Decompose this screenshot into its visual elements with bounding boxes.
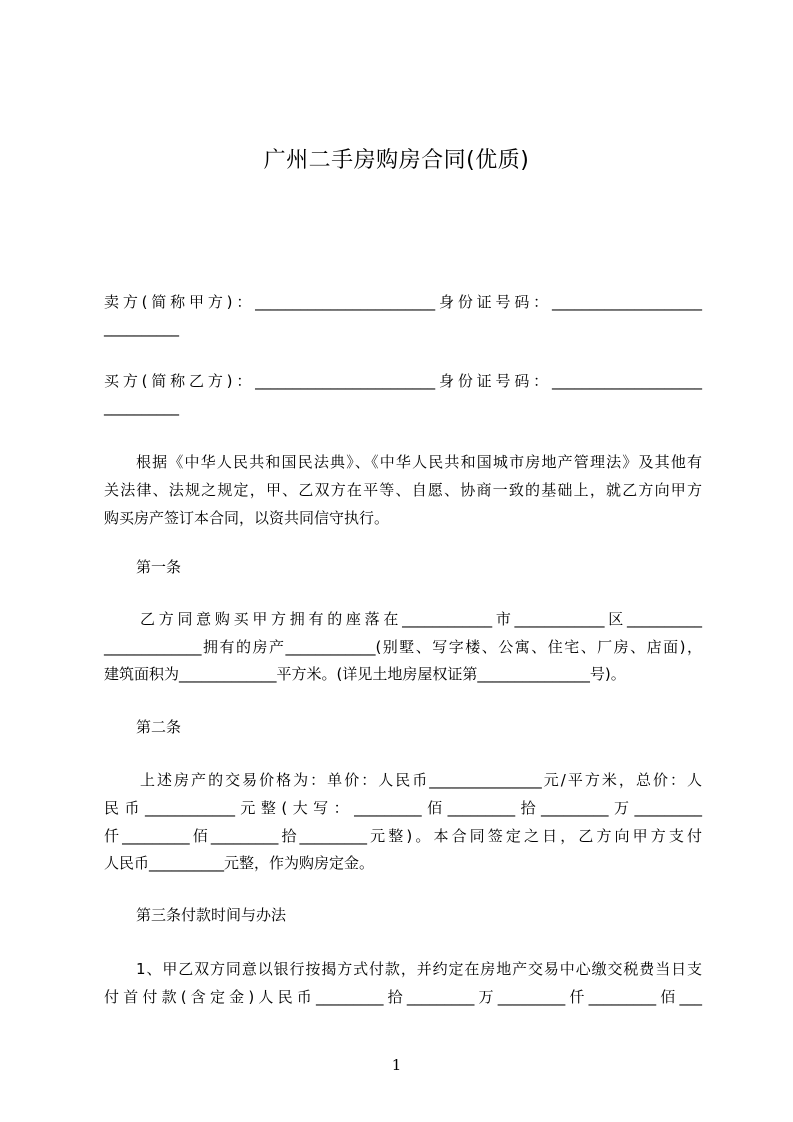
article-1-line-1: 乙方同意购买甲方拥有的座落在____________市____________区__________ <box>140 610 702 628</box>
article-3-line-1: 1、甲乙双方同意以银行按揭方式付款，并约定在房地产交易中心缴交税费当日支 <box>136 960 702 978</box>
article-2-heading: 第二条 <box>136 718 182 736</box>
seller-line-continued: __________ <box>104 319 179 337</box>
page-title: 广州二手房购房合同(优质) <box>263 148 530 173</box>
article-3-heading: 第三条付款时间与办法 <box>136 906 287 924</box>
buyer-line: 买方(简称乙方)：________________________身份证号码：____________________ <box>104 372 702 390</box>
preamble-line-1: 根据《中华人民共和国民法典》、《中华人民共和国城市房地产管理法》及其他有 <box>136 453 702 471</box>
preamble-line-2: 关法律、法规之规定，甲、乙双方在平等、自愿、协商一致的基础上，就乙方向甲方 <box>104 481 702 499</box>
buyer-line-continued: __________ <box>104 398 179 416</box>
article-2-line-4: 人民币__________元整，作为购房定金。 <box>104 854 375 872</box>
article-1-line-2: _____________拥有的房产____________(别墅、写字楼、公寓、住宅、厂房、店面)， <box>104 638 702 656</box>
article-1-heading: 第一条 <box>136 558 182 576</box>
article-2-line-2: 民币____________元整(大写：_________佰_________拾_________万_________ <box>104 799 702 817</box>
page-number: 1 <box>391 1056 402 1074</box>
article-2-line-1: 上述房产的交易价格为：单价：人民币_______________元/平方米，总价：人 <box>140 771 702 789</box>
article-3-line-2: 付首付款(含定金)人民币_________拾_________万_________仟_________佰___ <box>104 988 702 1006</box>
seller-line: 卖方(简称甲方)：________________________身份证号码：____________________ <box>104 293 702 311</box>
article-1-line-3: 建筑面积为_____________平方米。(详见土地房屋权证第_______________号)。 <box>104 665 626 683</box>
preamble-line-3: 购买房产签订本合同，以资共同信守执行。 <box>104 509 390 527</box>
article-2-line-3: 仟_________佰_________拾_________元整)。本合同签定之日，乙方向甲方支付 <box>104 827 702 845</box>
